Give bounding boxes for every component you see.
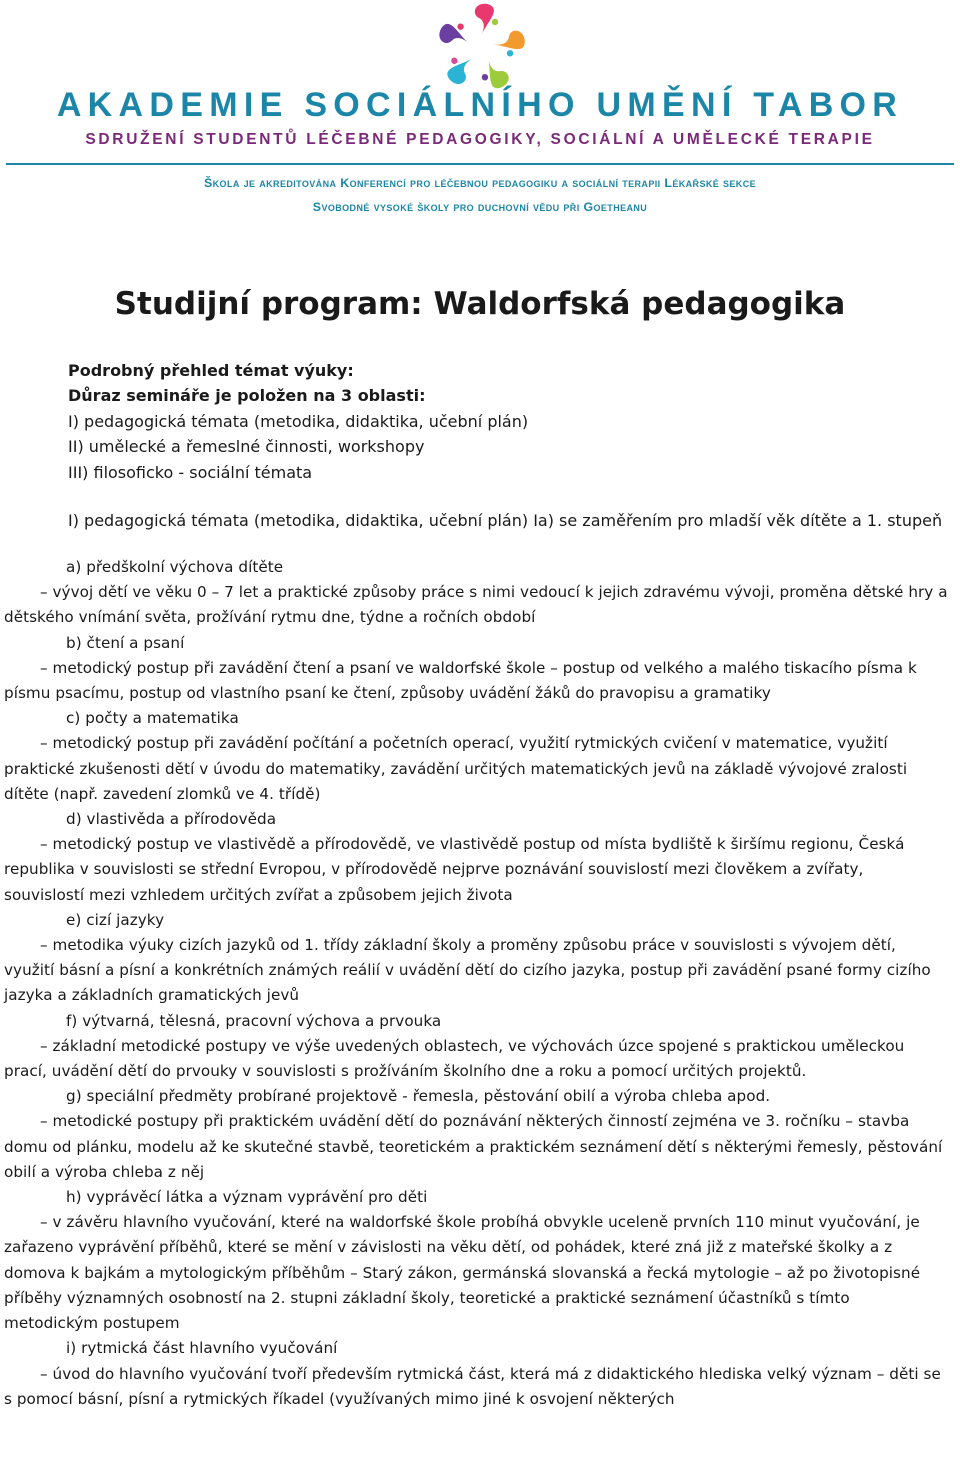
- topic-title: g) speciální předměty probírané projektově - řemesla, pěstování obilí a výroba chleba apod.: [66, 1087, 771, 1106]
- topic-title: i) rytmická část hlavního vyučování: [66, 1339, 338, 1358]
- accreditation-line-1: Škola je akreditována Konferencí pro léčebnou pedagogiku a sociální terapii Lékařské sekce: [203, 176, 757, 190]
- logo-petal: [478, 54, 512, 90]
- overview-heading: Podrobný přehled témat výuky:: [68, 361, 354, 380]
- topic-text: – metodika výuky cizích jazyků od 1. třídy základní školy a proměny způsobu práce v souvislosti s vývojem dětí, využití básní a písní a konkrétních známých reálií v uvádění dětí do cizího jazyka, postup při zavádění psané formy cizího jazyka a základních gramatických jevů: [4, 936, 931, 1005]
- overview-block: [68, 358, 528, 485]
- program-title: Studijní program: Waldorfská pedagogika: [114, 286, 846, 322]
- accreditation-line-2: Svobodné vysoké školy pro duchovní vědu při Goetheanu: [312, 200, 648, 214]
- topic-title: a) předškolní výchova dítěte: [66, 558, 284, 576]
- topic-title: c) počty a matematika: [66, 709, 239, 728]
- logo-petal: [437, 22, 474, 50]
- logo-dot: [492, 19, 498, 25]
- logo-petal: [445, 50, 479, 87]
- overview-area-3: III) filosoficko - sociální témata: [68, 462, 313, 482]
- academy-logo-icon: [433, 2, 529, 90]
- organization-subtitle: SDRUŽENÍ STUDENTŮ LÉČEBNÉ PEDAGOGIKY, SOCIÁLNÍ A UMĚLECKÉ TERAPIE: [85, 131, 875, 148]
- topic-text: – metodický postup ve vlastivědě a přírodovědě, ve vlastivědě postup od místa bydliště k širšímu regionu, Česká republika v souvislosti se střední Evropou, v přírodovědě nejprve poznávání souvislostí mezi člověkem a zvířaty, souvislostí mezi vzhledem určitých zvířat a způsobem jejich života: [4, 835, 905, 904]
- section-heading: I) pedagogická témata (metodika, didaktika, učební plán) Ia) se zaměřením pro mladší věk dítěte a 1. stupeň: [68, 511, 943, 530]
- logo-dot: [450, 56, 459, 65]
- overview-emphasis: Důraz semináře je položen na 3 oblasti:: [68, 386, 426, 406]
- logo-petal: [475, 4, 494, 36]
- topic-text: – úvod do hlavního vyučování tvoří především rytmická část, která má z didaktického hlediska velký význam – děti se s pomocí básní, písní a rytmických říkadel (využívaných mimo jiné k osvojení některých: [4, 1364, 941, 1408]
- organization-title: AKADEMIE SOCIÁLNÍHO UMĚNÍ TABOR: [56, 86, 904, 124]
- topics-list: [4, 555, 948, 1412]
- logo-dot: [457, 23, 465, 31]
- topic-text: – vývoj dětí ve věku 0 – 7 let a praktické způsoby práce s nimi vedoucí k jejich zdravému vývoji, proměna dětské hry a dětského vnímání světa, prožívání rytmu dne, týdne a ročních období: [4, 583, 948, 627]
- topic-title: f) výtvarná, tělesná, pracovní výchova a prvouka: [66, 1011, 442, 1030]
- overview-area-2: II) umělecké a řemeslné činnosti, workshopy: [68, 437, 425, 457]
- topic-title: b) čtení a psaní: [66, 633, 185, 652]
- topic-title: d) vlastivěda a přírodověda: [66, 810, 277, 829]
- header-divider: [6, 163, 954, 165]
- topic-text: – metodický postup při zavádění čtení a psaní ve waldorfské škole – postup od velkého a malého tiskacího písma k písmu psacímu, postup od vlastního psaní ke čtení, způsoby uvádění žáků do pravopisu a gramatiky: [4, 658, 917, 703]
- topic-title: h) vyprávěcí látka a význam vyprávění pro děti: [66, 1188, 428, 1207]
- topic-text: – metodické postupy při praktickém uvádění dětí do poznávání některých činností zejména ve 3. ročníku – stavba domu od plánku, modelu až ke skutečné stavbě, teoretickém a praktickém seznámení dětí s některými řemesly, pěstování obilí a výroba chleba z něj: [4, 1112, 943, 1181]
- logo-center-star: [470, 36, 493, 58]
- topic-title: e) cizí jazyky: [66, 910, 165, 929]
- logo-dot: [506, 49, 514, 57]
- topic-text: – základní metodické postupy ve výše uvedených oblastech, ve výchovách úzce spojené s praktickou uměleckou prací, uvádění dětí do prvouky v souvislosti s prožíváním školního dne a roku a pomocí určitých projektů.: [4, 1036, 905, 1081]
- overview-area-1: I) pedagogická témata (metodika, didaktika, učební plán): [68, 411, 529, 431]
- topic-text: – metodický postup při zavádění počítání a početních operací, využití rytmických cvičení v matematice, využití praktické zkušenosti dětí v úvodu do matematiky, zavádění určitých matematických jevů na základě vývojové zralosti dítěte (např. zavedení zlomků ve 4. třídě): [4, 734, 908, 803]
- topic-text: – v závěru hlavního vyučování, které na waldorfské škole probíhá obvykle uceleně prvních 110 minut vyučování, je zařazeno vyprávění příběhů, které se mění v závislosti na věku dětí, od pohádek, které zná již z mateřské školky a z domova k bajkám a mytologickým příběhům – Starý zákon, germánská slovanská a řecká mytologie – až po životopisné příběhy významných osobností na 2. stupni základní školy, teoretické a praktické seznámení účastníků s tímto metodickým postupem: [4, 1213, 921, 1333]
- logo-dot: [480, 73, 489, 82]
